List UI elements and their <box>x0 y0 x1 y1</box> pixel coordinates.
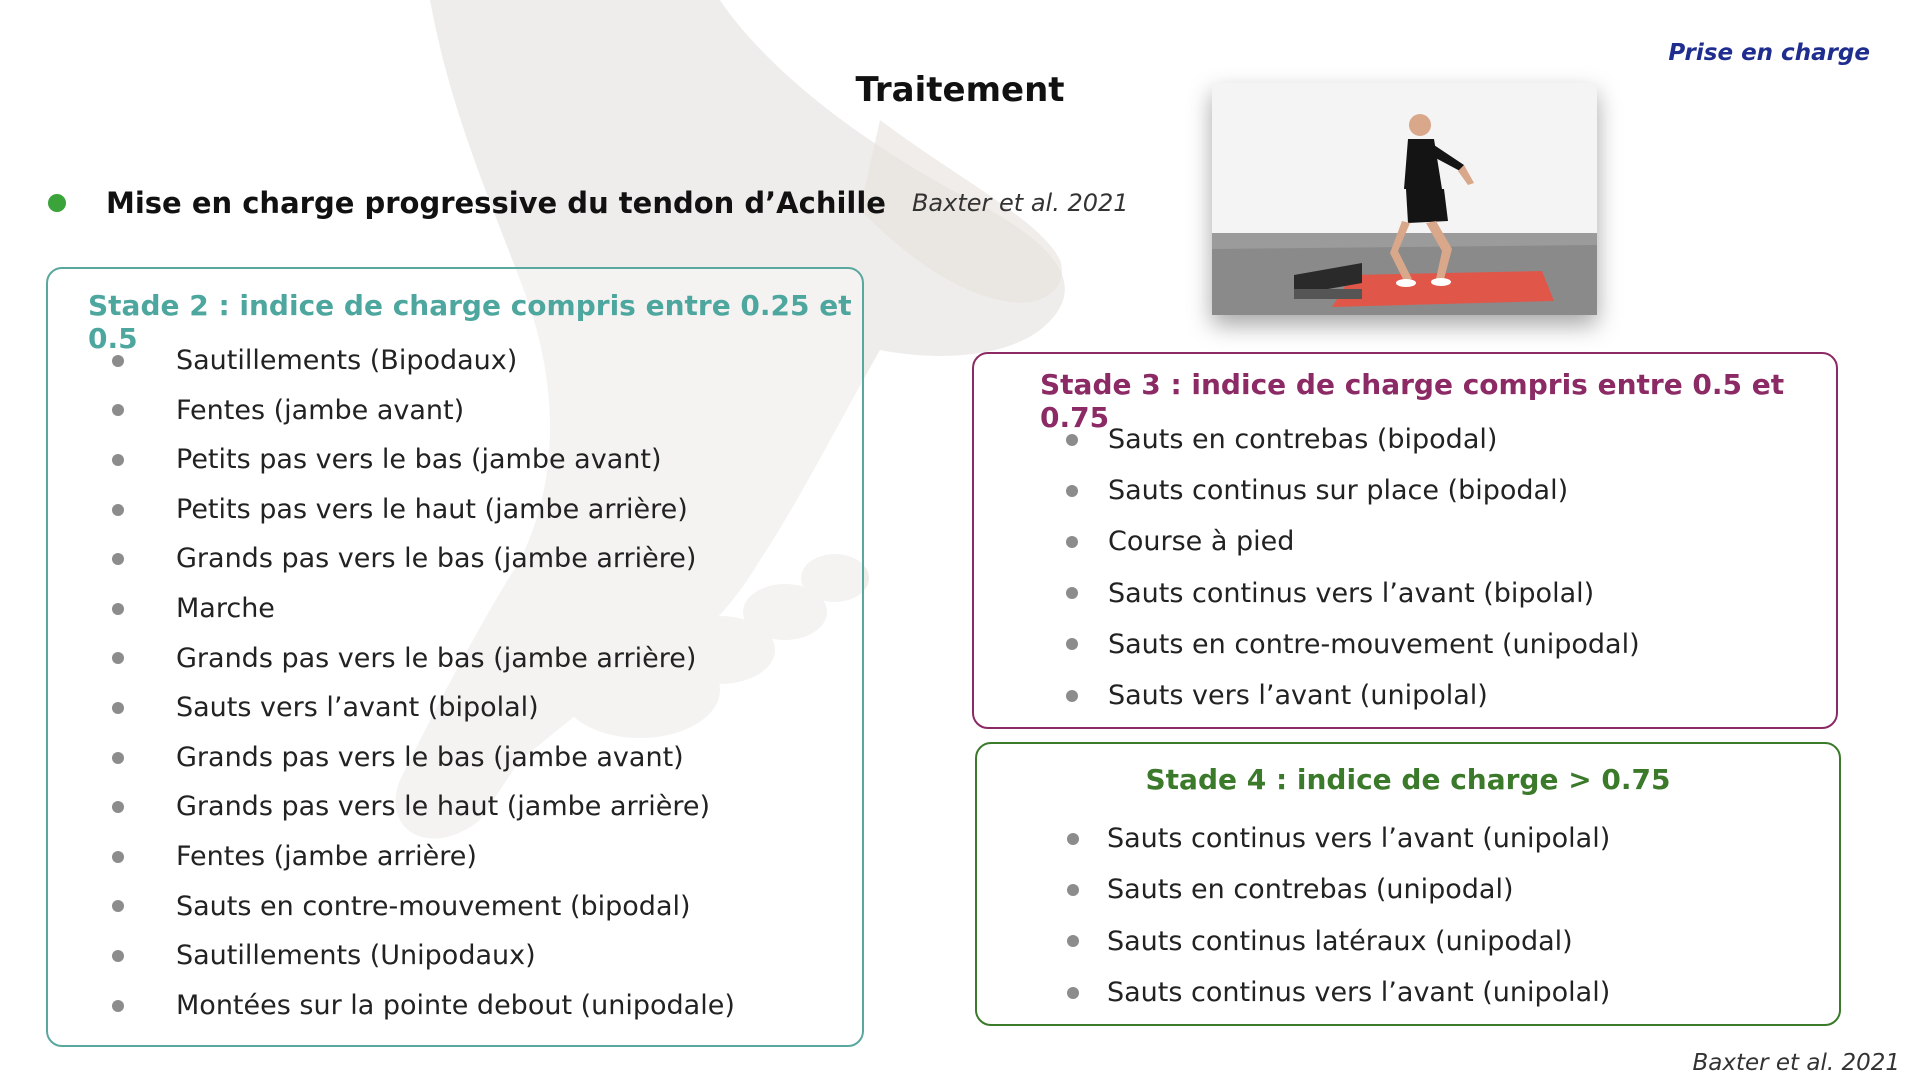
stage3-list <box>1108 414 1640 721</box>
list-item: Montées sur la pointe debout (unipodale) <box>176 981 735 1031</box>
list-item: Sautillements (Bipodaux) <box>176 336 735 386</box>
exercise-photo <box>1212 83 1597 315</box>
list-item: Sauts en contrebas (bipodal) <box>1108 414 1640 465</box>
stage2-box <box>46 267 864 1047</box>
list-item: Sautillements (Unipodaux) <box>176 931 735 981</box>
stage2-list <box>176 336 735 1030</box>
main-point-citation: Baxter et al. 2021 <box>911 189 1129 217</box>
list-item: Sauts continus sur place (bipodal) <box>1108 465 1640 516</box>
stage4-list <box>1107 813 1610 1018</box>
list-item: Sauts en contre-mouvement (bipodal) <box>176 882 735 932</box>
list-item: Grands pas vers le bas (jambe avant) <box>176 733 735 783</box>
section-tag: Prise en charge <box>1668 40 1870 66</box>
list-item: Fentes (jambe arrière) <box>176 832 735 882</box>
list-item: Sauts continus vers l’avant (bipolal) <box>1108 568 1640 619</box>
bullet-dot-icon <box>48 194 66 212</box>
list-item: Grands pas vers le haut (jambe arrière) <box>176 782 735 832</box>
list-item: Sauts continus latéraux (unipodal) <box>1107 916 1610 967</box>
stage4-box <box>975 742 1841 1026</box>
main-bullet-point <box>48 186 1129 220</box>
list-item: Petits pas vers le haut (jambe arrière) <box>176 485 735 535</box>
stage4-heading: Stade 4 : indice de charge > 0.75 <box>1145 763 1671 796</box>
list-item: Sauts continus vers l’avant (unipolal) <box>1107 813 1610 864</box>
main-point-text: Mise en charge progressive du tendon d’Achille <box>106 186 886 220</box>
list-item: Sauts vers l’avant (unipolal) <box>1108 670 1640 721</box>
list-item: Sauts vers l’avant (bipolal) <box>176 683 735 733</box>
page-title: Traitement <box>855 70 1065 110</box>
list-item: Grands pas vers le bas (jambe arrière) <box>176 634 735 684</box>
stage3-heading: Stade 3 : indice de charge compris entre 0.5 et 0.75 <box>1040 368 1785 434</box>
list-item: Course à pied <box>1108 516 1640 567</box>
list-item: Sauts continus vers l’avant (unipolal) <box>1107 967 1610 1018</box>
stage2-heading: Stade 2 : indice de charge compris entre 0.25 et 0.5 <box>88 289 852 355</box>
footer-citation: Baxter et al. 2021 <box>1692 1050 1900 1076</box>
list-item: Petits pas vers le bas (jambe avant) <box>176 435 735 485</box>
list-item: Fentes (jambe avant) <box>176 386 735 436</box>
list-item: Marche <box>176 584 735 634</box>
list-item: Grands pas vers le bas (jambe arrière) <box>176 534 735 584</box>
list-item: Sauts en contrebas (unipodal) <box>1107 864 1610 915</box>
list-item: Sauts en contre-mouvement (unipodal) <box>1108 619 1640 670</box>
stage3-box <box>972 352 1838 729</box>
